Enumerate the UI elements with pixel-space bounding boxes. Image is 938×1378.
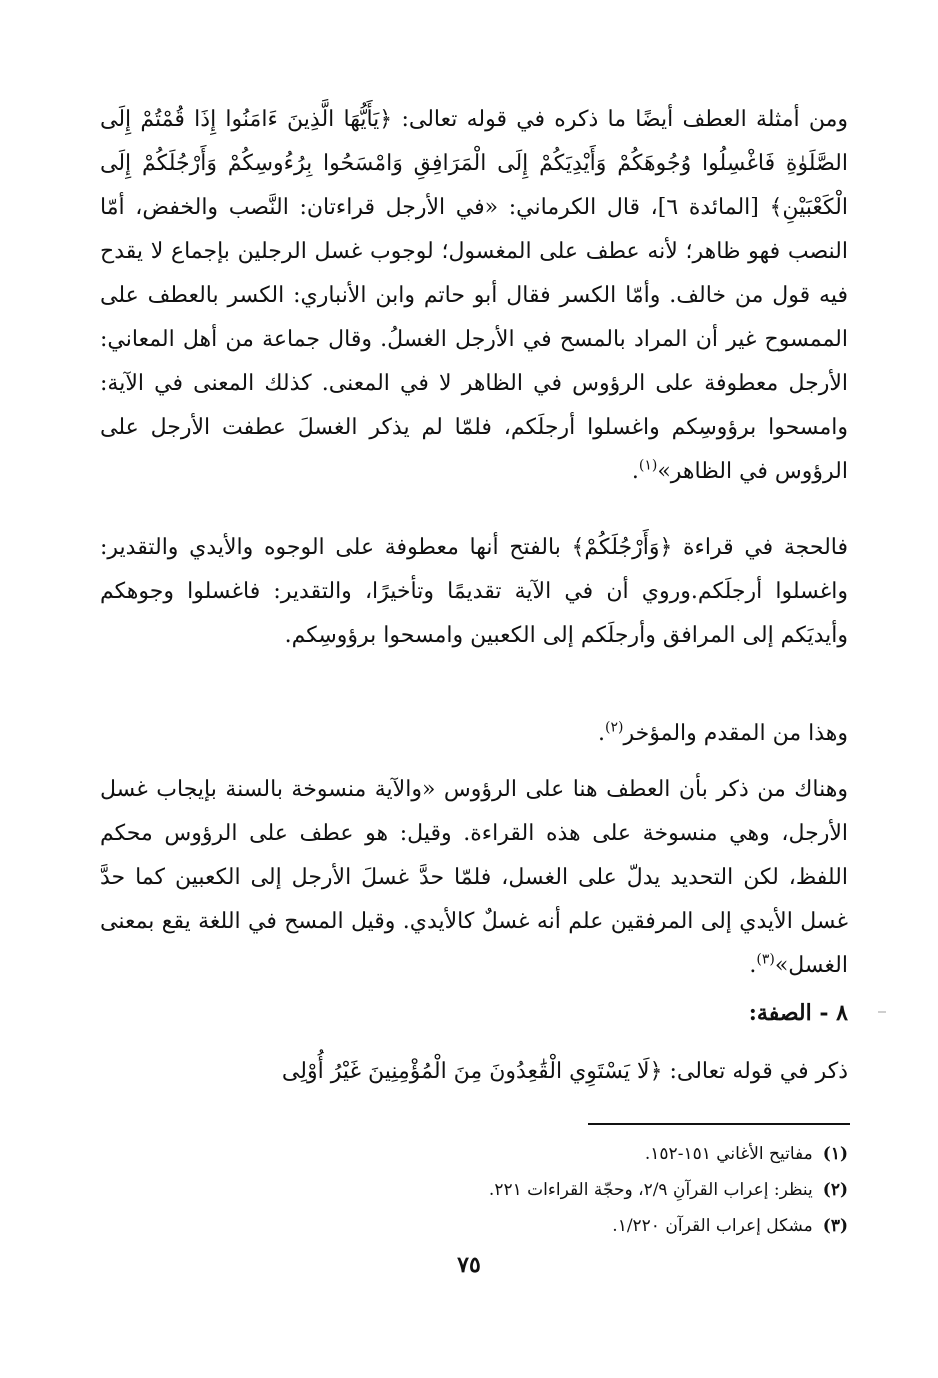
body-text: وهناك من ذكر بأن العطف هنا على الرؤوس «والآية منسوخة بالسنة بإيجاب غسل الأرجل، وهي منسوخة على هذه القراءة. وقيل: هو عطف على الرؤوس محكم اللفظ، لكن التحديد يدلّ على الغسل، فلمّا حدَّ غسلَ الأرجل إلى الكعبين كما حدَّ غسل الأيدي إلى المرفقين علم أنه غسلٌ كالأيدي. وقيل المسح في اللغة يقع بمعنى الغسل» <box>100 777 848 978</box>
footnotes <box>148 1136 848 1244</box>
paragraph-2 <box>100 526 848 658</box>
quran-verse: ﴿يَأَيُّهَا الَّذِينَ ءَامَنُوا إِذَا قُمْتُمْ إِلَى الصَّلَوٰةِ فَاغْسِلُوا وُجُوهَكُمْ وَأَيْدِيَكُمْ إِلَى الْمَرَافِقِ وَامْسَحُوا بِرُءُوسِكُمْ وَأَرْجُلَكُمْ إِلَى الْكَعْبَيْنِ﴾ <box>100 107 848 220</box>
quran-verse: ﴿لَا يَسْتَوِي الْقَٰعِدُونَ مِنَ الْمُؤْمِنِينَ غَيْرُ أُوْلِى <box>281 1059 663 1084</box>
section-heading: ٨ - الصفة: <box>748 1000 848 1026</box>
body-text: . <box>631 459 639 484</box>
body-text: بالفتح أنها معطوفة على الوجوه والأيدي والتقدير: واغسلوا أرجلَكم.وروي أن في الآية تقديمًا وتأخيرًا، والتقدير: فاغسلوا وجوهكم وأيديَكم إلى المرافق وأرجلَكم إلى الكعبين وامسحوا برؤوسِكم. <box>100 535 848 648</box>
body-text: . <box>598 721 606 746</box>
footnote-text: ينظر: إعراب القرآنِ ٢/٩، وحجّة القراءات ٢٢١. <box>488 1180 813 1200</box>
paragraph-4 <box>100 768 848 988</box>
body-text: ذكر في قوله تعالى: <box>662 1059 848 1084</box>
footnote-1 <box>148 1136 848 1172</box>
body-text: . <box>749 953 757 978</box>
body-text: فالحجة في قراءة <box>672 535 849 560</box>
page-number: ٧٥ <box>457 1252 481 1278</box>
footnote-separator <box>588 1123 850 1125</box>
footnote-number: (٣) <box>822 1216 848 1236</box>
body-text: ومن أمثلة العطف أيضًا ما ذكره في قوله تعالى: <box>392 107 848 132</box>
footnote-2 <box>148 1172 848 1208</box>
paragraph-3 <box>100 712 848 756</box>
paragraph-5 <box>100 1050 848 1094</box>
margin-mark <box>878 1011 886 1013</box>
footnote-number: (١) <box>822 1144 848 1164</box>
paragraph-1 <box>100 98 848 494</box>
footnote-3 <box>148 1208 848 1244</box>
body-text: [المائدة ٦]، قال الكرماني: «في الأرجل قراءتان: النَّصب والخفض، أمّا النصب فهو ظاهر؛ لأنه عطف على المغسول؛ لوجوب غسل الرجلين بإجماع لا يقدح فيه قول من خالف. وأمّا الكسر فقال أبو حاتم وابن الأنباري: الكسر بالعطف على الممسوح غير أن المراد بالمسح في الأرجل الغسلُ. وقال جماعة من أهل المعاني: الأرجل معطوفة على الرؤوس في الظاهر لا في المعنى. كذلك المعنى في الآية: وامسحوا برؤوسِكم واغسلوا أرجلَكم، فلمّا لم يذكر الغسلَ عطفت الأرجل على الرؤوس في الظاهر» <box>100 195 848 484</box>
footnote-text: مفاتيح الأغاني ١٥١-١٥٢. <box>644 1144 813 1164</box>
quran-verse: ﴿وَأَرْجُلَكُمْ﴾ <box>571 535 673 560</box>
footnote-number: (٢) <box>822 1180 848 1200</box>
footnote-text: مشكل إعراب القرآن ١/٢٢٠. <box>612 1216 813 1236</box>
footnote-reference: (٣) <box>756 951 775 968</box>
body-text: وهذا من المقدم والمؤخر <box>623 721 848 746</box>
footnote-reference: (٢) <box>605 719 624 736</box>
footnote-reference: (١) <box>638 457 658 474</box>
